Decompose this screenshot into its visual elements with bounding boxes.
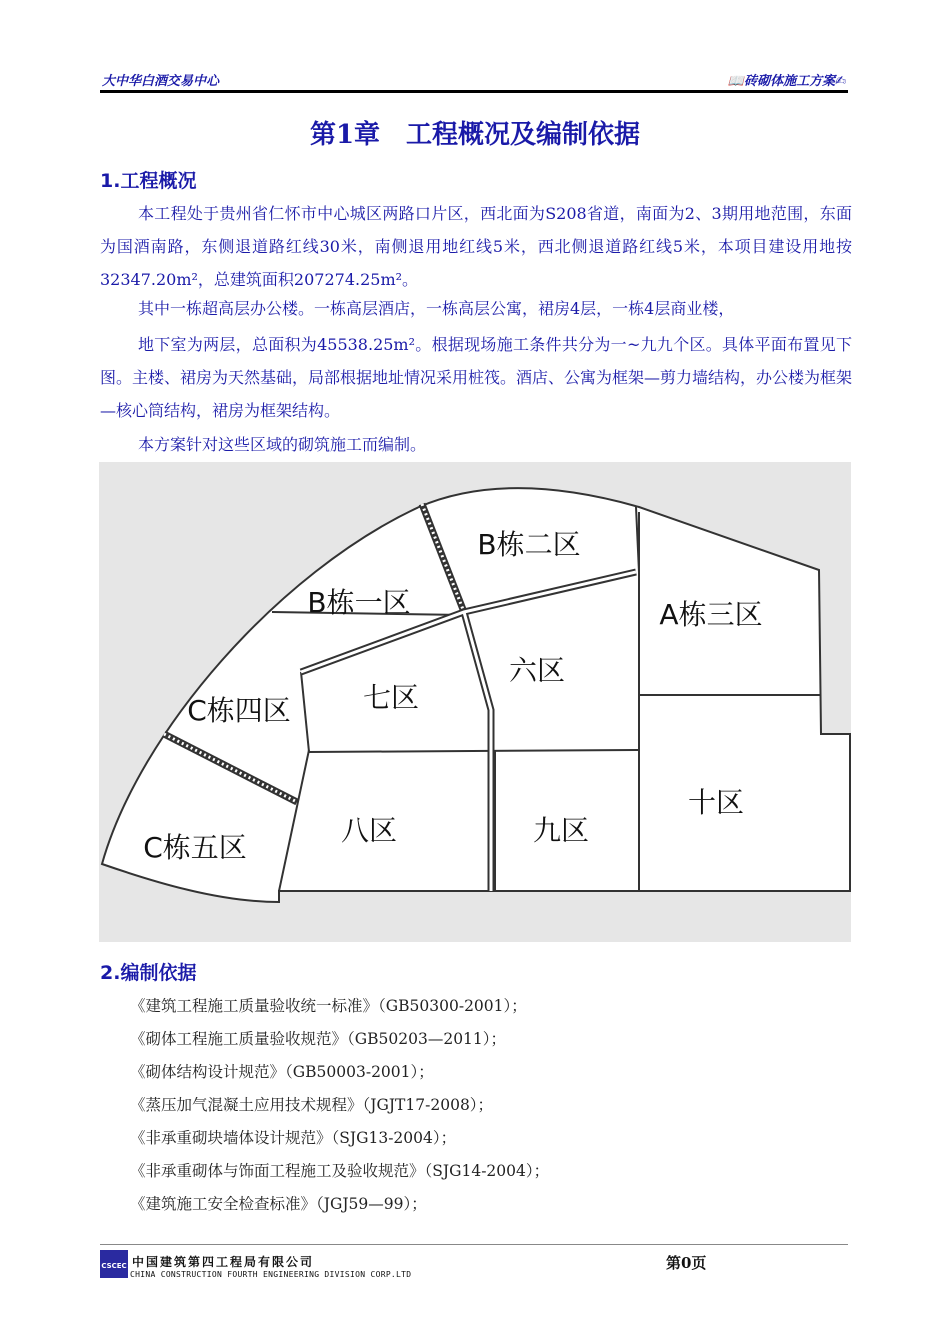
chapter-title: 第1章 工程概况及编制依据 xyxy=(309,120,641,150)
logo-text: CSCEC xyxy=(101,1262,127,1270)
footer-company-cn: 中国建筑第四工程局有限公司 xyxy=(132,1255,315,1269)
zone-label: C栋五区 xyxy=(143,831,247,864)
book-icon: 📖 xyxy=(727,74,745,89)
header-right-label: 砖砌体施工方案 xyxy=(744,74,836,89)
header-left-text: 大中华白酒交易中心 xyxy=(102,74,220,89)
company-logo xyxy=(100,1250,128,1278)
zone-label: 六区 xyxy=(508,654,566,687)
section2-heading: 2.编制依据 xyxy=(100,962,197,984)
zone-label: C栋四区 xyxy=(187,694,291,727)
reference-item: 《砌体结构设计规范》（GB50003-2001）； xyxy=(130,1063,434,1081)
footer-company-en: CHINA CONSTRUCTION FOURTH ENGINEERING DIVISION CORP.LTD xyxy=(130,1270,412,1279)
section1-paragraph-3: 本方案针对这些区域的砌筑施工而编制。 xyxy=(138,435,427,454)
site-plan-svg xyxy=(99,462,851,942)
zone-label: 八区 xyxy=(340,814,398,847)
reference-item: 《蒸压加气混凝土应用技术规程》（JGJT17-2008）； xyxy=(130,1096,494,1114)
reference-item: 《非承重砌体与饰面工程施工及验收规范》（SJG14-2004）； xyxy=(130,1162,550,1180)
header-right-text xyxy=(728,70,846,89)
reference-item: 《砌体工程施工质量验收规范》（GB50203—2011）； xyxy=(130,1030,507,1048)
section1-paragraph-1: 本工程处于贵州省仁怀市中心城区两路口片区，西北面为S208省道，南面为2、3期用地范围，东面为国酒南路，东侧退道路红线30米，南侧退用地红线5米，西北侧退道路红线5米，本项目建设用地按32347.20m²，总建筑面积207274.25m²。 xyxy=(100,204,852,289)
zone-label: 七区 xyxy=(362,681,420,714)
section1-paragraph-2-rest: 地下室为两层，总面积为45538.25m²。根据现场施工条件共分为一~九九个区。具体平面布置见下图。主楼、裙房为天然基础，局部根据地址情况采用桩筏。酒店、公寓为框架—剪力墙结构，办公楼为框架—核心筒结构，裙房为框架结构。 xyxy=(100,335,853,420)
header-rule xyxy=(100,90,848,93)
page-number: 第0页 xyxy=(666,1254,707,1272)
pen-icon: ✍ xyxy=(835,74,846,89)
zone-label: 九区 xyxy=(532,814,590,847)
zone-label: B栋二区 xyxy=(477,528,581,561)
reference-item: 《建筑施工安全检查标准》（JGJ59—99）； xyxy=(130,1195,427,1213)
zone-label: A栋三区 xyxy=(659,598,763,631)
site-plan-figure xyxy=(99,462,851,942)
section1-heading: 1.工程概况 xyxy=(100,170,197,192)
footer-rule xyxy=(100,1244,848,1245)
zone-label: 十区 xyxy=(687,786,745,819)
section1-paragraph-2-line1: 其中一栋超高层办公楼。一栋高层酒店，一栋高层公寓，裙房4层，一栋4层商业楼， xyxy=(138,299,735,318)
reference-item: 《非承重砌块墙体设计规范》（SJG13-2004）； xyxy=(130,1129,457,1147)
reference-item: 《建筑工程施工质量验收统一标准》（GB50300-2001）； xyxy=(130,997,527,1015)
zone-label: B栋一区 xyxy=(307,586,411,619)
